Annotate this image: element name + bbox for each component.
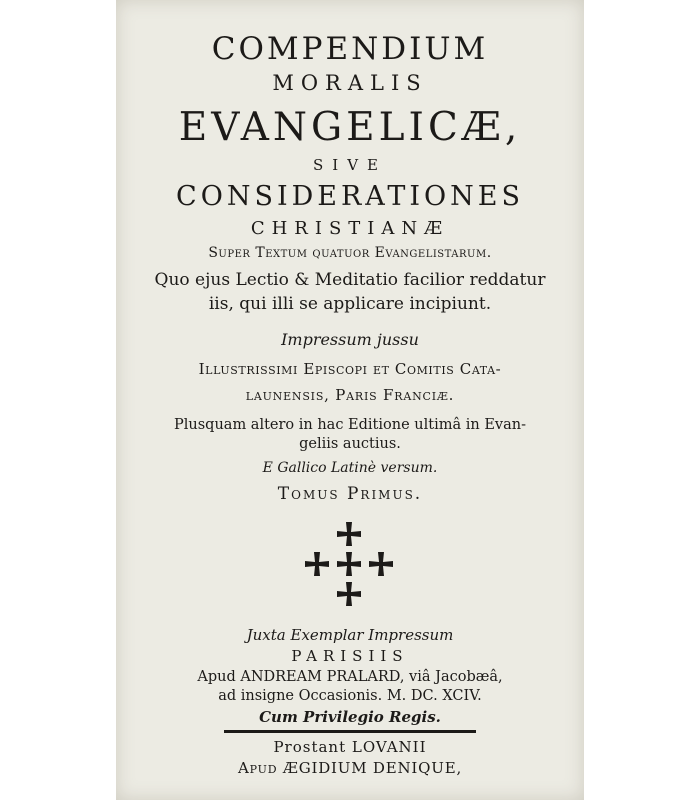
title-page xyxy=(116,0,584,800)
title-line-christianae: CHRISTIANÆ xyxy=(250,218,450,239)
illustrissimi-line-2: launensis, Paris Franciæ. xyxy=(245,386,455,404)
apud-pralard: Apud ANDREAM PRALARD, viâ Jacobæâ, xyxy=(197,669,503,685)
apud-denique: Apud ÆGIDIUM DENIQUE, xyxy=(237,759,463,777)
impressum-jussu: Impressum jussu xyxy=(281,330,419,349)
subtitle-super-textum: Super Textum quatuor Evangelistarum. xyxy=(208,245,492,261)
subtitle-quo-line-2: iis, qui illi se applicare incipiunt. xyxy=(208,294,492,314)
illustrissimi-line-1: Illustrissimi Episcopi et Comitis Cata- xyxy=(198,360,502,378)
cross-pattee-icon xyxy=(301,518,397,608)
title-line-compendium: COMPENDIUM xyxy=(211,31,489,67)
parisiis: PARISIIS xyxy=(291,647,409,665)
cum-privilegio: Cum Privilegio Regis. xyxy=(259,708,441,726)
juxta-exemplar: Juxta Exemplar Impressum xyxy=(246,626,454,644)
title-line-considerationes: CONSIDERATIONES xyxy=(176,181,524,212)
ad-insigne-date: ad insigne Occasionis. M. DC. XCIV. xyxy=(218,688,482,704)
title-line-sive: SIVE xyxy=(313,156,387,174)
plusquam-line-1: Plusquam altero in hac Editione ultimâ in Evan- xyxy=(174,417,526,433)
subtitle-quo-line-1: Quo ejus Lectio & Meditatio facilior reddatur xyxy=(154,270,546,290)
tomus-primus: Tomus Primus. xyxy=(277,484,423,504)
gallico-versum: E Gallico Latinè versum. xyxy=(262,460,438,476)
plusquam-line-2: geliis auctius. xyxy=(299,436,401,452)
horizontal-rule xyxy=(224,730,476,733)
title-line-evangelicae: EVANGELICÆ, xyxy=(178,105,522,150)
title-line-moralis: MORALIS xyxy=(272,71,428,95)
prostant-lovanii: Prostant LOVANII xyxy=(273,738,427,756)
